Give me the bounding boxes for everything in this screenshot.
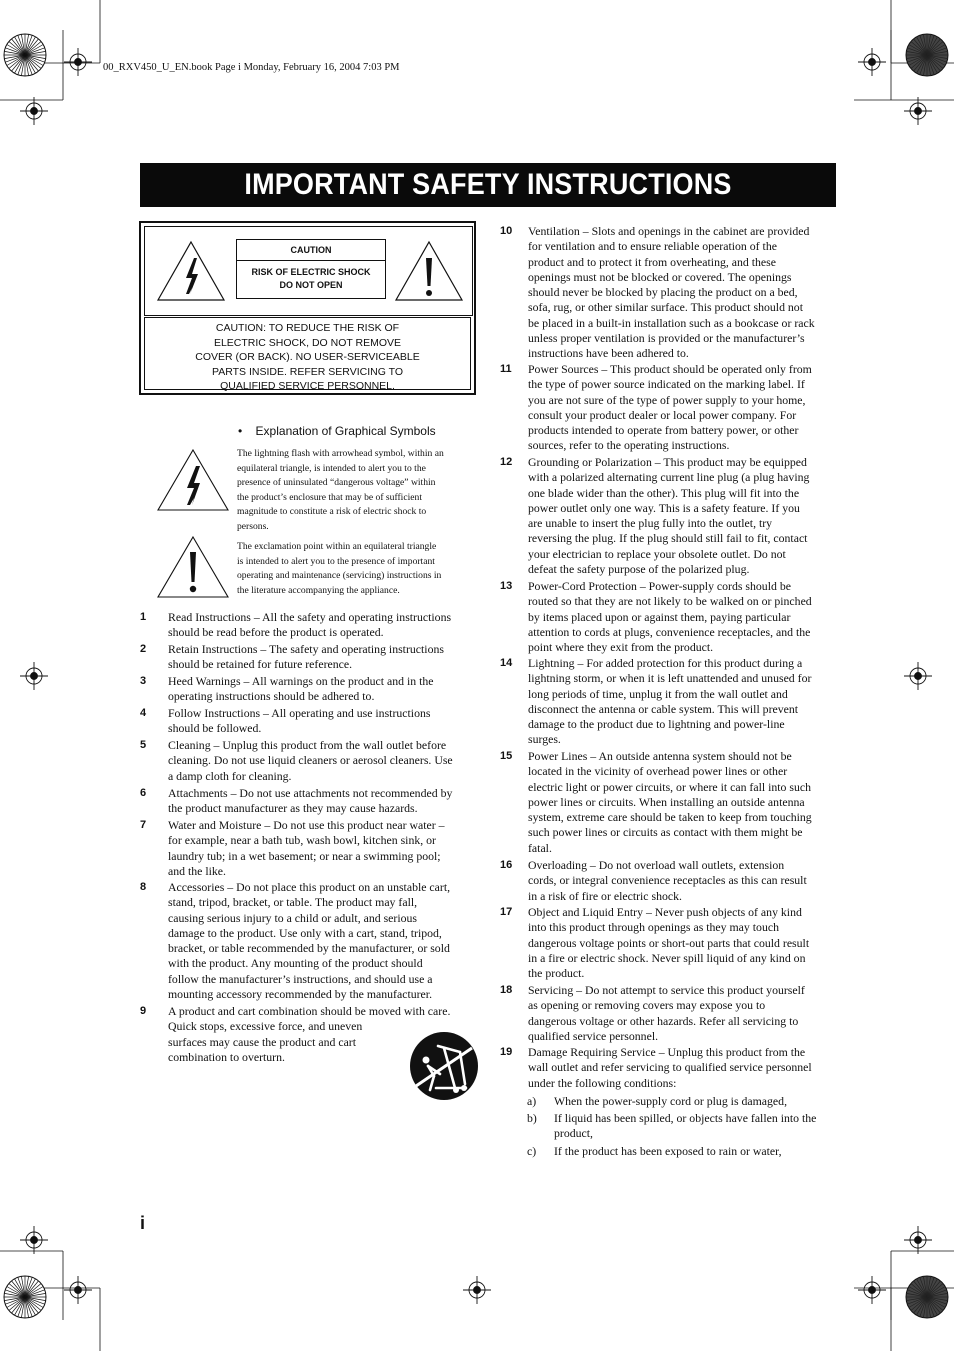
caution-label-title: CAUTION xyxy=(237,240,385,261)
registration-target-icon xyxy=(904,662,932,690)
starburst-mark-icon xyxy=(4,34,46,76)
exclamation-symbol-icon xyxy=(156,535,230,599)
caution-line: QUALIFIED SERVICE PERSONNEL. xyxy=(220,380,395,393)
starburst-mark-icon xyxy=(906,1276,948,1318)
caution-box xyxy=(139,221,476,395)
cart-tip-over-icon xyxy=(408,1030,480,1102)
explanation-heading: • Explanation of Graphical Symbols xyxy=(238,424,436,438)
caution-label-line2: DO NOT OPEN xyxy=(279,280,343,290)
registration-target-icon xyxy=(20,662,48,690)
lightning-explanation: The lightning flash with arrowhead symbol, within an equilateral triangle, is intended to alert you to the presence of uninsulated “dangerous voltage” within the product’s enclosure that may be of sufficient magnitude to constitute a risk of electric shock to persons. xyxy=(237,448,444,532)
caution-warning-text xyxy=(144,317,471,393)
caution-symbol-panel xyxy=(144,226,473,316)
starburst-mark-icon xyxy=(906,34,948,76)
starburst-mark-icon xyxy=(4,1276,46,1318)
registration-target-icon xyxy=(64,48,92,76)
page-number: i xyxy=(140,1213,146,1233)
caution-label-line1: RISK OF ELECTRIC SHOCK xyxy=(251,267,371,277)
registration-target-icon xyxy=(20,97,48,125)
exclamation-warning-icon xyxy=(394,240,464,302)
file-header: 00_RXV450_U_EN.book Page i Monday, February 16, 2004 7:03 PM xyxy=(103,62,400,73)
caution-line: CAUTION: TO REDUCE THE RISK OF xyxy=(215,322,400,334)
caution-line: ELECTRIC SHOCK, DO NOT REMOVE xyxy=(213,336,402,349)
registration-target-icon xyxy=(64,1276,92,1304)
bullet: • xyxy=(238,424,243,438)
page-title-bar xyxy=(140,163,836,207)
caution-label xyxy=(236,239,386,299)
registration-target-icon xyxy=(858,48,886,76)
registration-target-icon xyxy=(904,97,932,125)
caution-line: PARTS INSIDE. REFER SERVICING TO xyxy=(212,365,403,378)
exclamation-explanation: The exclamation point within an equilateral triangle is intended to alert you to the presence of important operating and maintenance (servicing) instructions in the literature accompanying the appliance. xyxy=(237,541,442,596)
registration-target-icon xyxy=(858,1276,886,1304)
caution-line: COVER (OR BACK). NO USER-SERVICEABLE xyxy=(195,351,420,364)
page-title: IMPORTANT SAFETY INSTRUCTIONS xyxy=(244,168,732,201)
registration-target-icon xyxy=(463,1276,491,1304)
lightning-symbol-icon xyxy=(156,448,230,512)
lightning-warning-icon xyxy=(156,240,226,302)
registration-target-icon xyxy=(904,1226,932,1254)
registration-target-icon xyxy=(20,1226,48,1254)
